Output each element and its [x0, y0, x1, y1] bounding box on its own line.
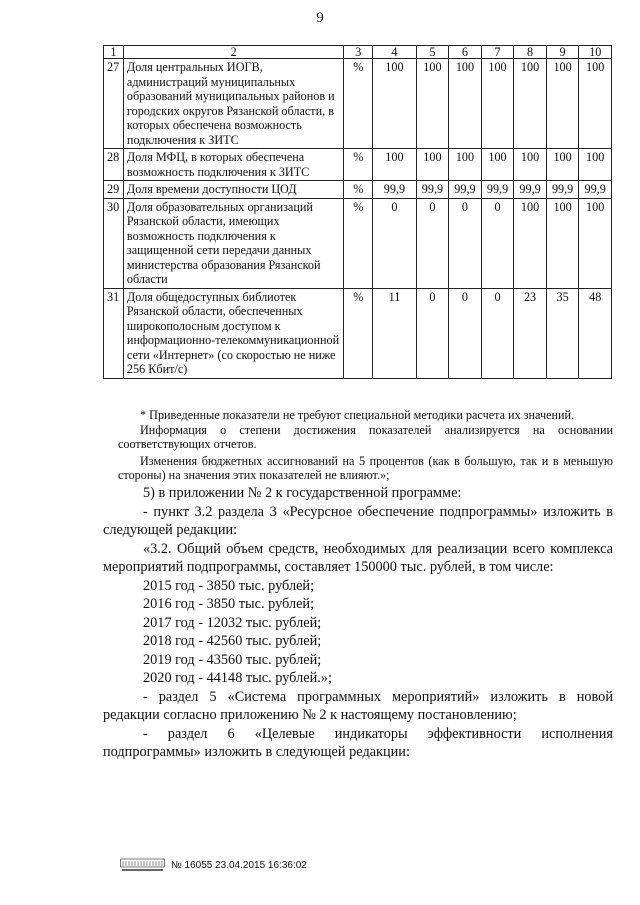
value-cell: 100: [579, 149, 612, 181]
value-cell: 35: [546, 288, 579, 378]
paragraph-item-3-2: - пункт 3.2 раздела 3 «Ресурсное обеспечение подпрограммы» изложить в следующей редакции:: [103, 503, 613, 538]
table-row: [104, 288, 612, 378]
header-cell: 9: [546, 46, 579, 59]
note-3: Изменения бюджетных ассигнований на 5 процентов (как в большую, так и в меньшую стороны) на значения этих показателей не влияют.»;: [118, 453, 613, 482]
table-notes: [118, 408, 613, 483]
row-number: 28: [104, 149, 124, 181]
document-stamp: [120, 857, 307, 873]
value-cell: 23: [514, 288, 547, 378]
header-cell: 1: [104, 46, 124, 59]
value-cell: 100: [514, 59, 547, 149]
year-line: 2018 год - 42560 тыс. рублей;: [143, 633, 322, 649]
value-cell: 99,9: [514, 181, 547, 199]
registry-logo-icon: [120, 857, 165, 873]
body-text: [103, 484, 613, 762]
value-cell: 100: [449, 59, 482, 149]
header-cell: 6: [449, 46, 482, 59]
year-line: 2017 год - 12032 тыс. рублей;: [143, 614, 322, 631]
value-cell: 100: [546, 59, 579, 149]
value-cell: 100: [481, 149, 514, 181]
paragraph-appendix-2: 5) в приложении № 2 к государственной программе:: [143, 485, 462, 501]
value-cell: 100: [514, 149, 547, 181]
value-cell: 0: [481, 198, 514, 288]
document-registration-stamp: № 16055 23.04.2015 16:36:02: [171, 859, 307, 871]
year-line: 2015 год - 3850 тыс. рублей;: [143, 577, 315, 594]
unit-cell: %: [344, 198, 373, 288]
value-cell: 100: [546, 149, 579, 181]
value-cell: 100: [373, 149, 416, 181]
table-header-row: [104, 46, 612, 59]
paragraph-section-6: - раздел 6 «Целевые индикаторы эффективности исполнения подпрограммы» изложить в следующей редакции:: [103, 725, 613, 760]
header-cell: 8: [514, 46, 547, 59]
row-number: 31: [104, 288, 124, 378]
row-number: 27: [104, 59, 124, 149]
value-cell: 100: [416, 149, 449, 181]
value-cell: 99,9: [373, 181, 416, 199]
indicators-table: [103, 45, 612, 379]
year-line: 2019 год - 43560 тыс. рублей;: [143, 651, 322, 668]
row-number: 29: [104, 181, 124, 199]
value-cell: 99,9: [579, 181, 612, 199]
paragraph-section-5: - раздел 5 «Система программных мероприятий» изложить в новой редакции согласно приложению № 2 к настоящему постановлению;: [103, 688, 613, 723]
indicator-name: Доля времени доступности ЦОД: [123, 181, 344, 199]
note-2: Информация о степени достижения показателей анализируется на основании соответствующих отчетов.: [118, 422, 613, 451]
unit-cell: %: [344, 288, 373, 378]
value-cell: 100: [416, 59, 449, 149]
year-line: 2020 год - 44148 тыс. рублей.»;: [143, 670, 332, 686]
value-cell: 100: [449, 149, 482, 181]
indicator-name: Доля образовательных организаций Рязанской области, имеющих возможность подключения к защищенной сети передачи данных министерства образования Рязанской области: [123, 198, 344, 288]
value-cell: 99,9: [416, 181, 449, 199]
row-number: 30: [104, 198, 124, 288]
header-cell: 5: [416, 46, 449, 59]
year-line: 2016 год - 3850 тыс. рублей;: [143, 596, 315, 612]
value-cell: 99,9: [481, 181, 514, 199]
table-row: [104, 198, 612, 288]
page-number: 9: [316, 10, 324, 26]
table-row: [104, 149, 612, 181]
unit-cell: %: [344, 149, 373, 181]
indicator-name: Доля общедоступных библиотек Рязанской области, обеспеченных широкополосным доступом к информационно-телекоммуникационной сети «Интернет» (со скоростью не ниже 256 Кбит/с): [123, 288, 344, 378]
value-cell: 99,9: [546, 181, 579, 199]
indicator-name: Доля центральных ИОГВ, администраций муниципальных образований муниципальных районов и городских округов Рязанской области, в которых обеспечена возможность подключения к ЗИТС: [123, 59, 344, 149]
value-cell: 99,9: [449, 181, 482, 199]
value-cell: 0: [416, 288, 449, 378]
table-row: [104, 59, 612, 149]
indicator-name: Доля МФЦ, в которых обеспечена возможность подключения к ЗИТС: [123, 149, 344, 181]
value-cell: 0: [449, 288, 482, 378]
value-cell: 11: [373, 288, 416, 378]
paragraph-total-volume: «3.2. Общий объем средств, необходимых для реализации всего комплекса мероприятий подпрограммы, составляет 150000 тыс. рублей, в том числе:: [103, 540, 613, 575]
value-cell: 100: [514, 198, 547, 288]
table-row: [104, 181, 612, 199]
value-cell: 0: [481, 288, 514, 378]
header-cell: 2: [123, 46, 344, 59]
value-cell: 100: [481, 59, 514, 149]
unit-cell: %: [344, 59, 373, 149]
value-cell: 0: [449, 198, 482, 288]
note-1: * Приведенные показатели не требуют специальной методики расчета их значений.: [140, 408, 575, 422]
value-cell: 100: [373, 59, 416, 149]
header-cell: 10: [579, 46, 612, 59]
value-cell: 0: [416, 198, 449, 288]
value-cell: 48: [579, 288, 612, 378]
header-cell: 3: [344, 46, 373, 59]
value-cell: 100: [579, 198, 612, 288]
value-cell: 100: [579, 59, 612, 149]
value-cell: 0: [373, 198, 416, 288]
value-cell: 100: [546, 198, 579, 288]
header-cell: 4: [373, 46, 416, 59]
header-cell: 7: [481, 46, 514, 59]
unit-cell: %: [344, 181, 373, 199]
